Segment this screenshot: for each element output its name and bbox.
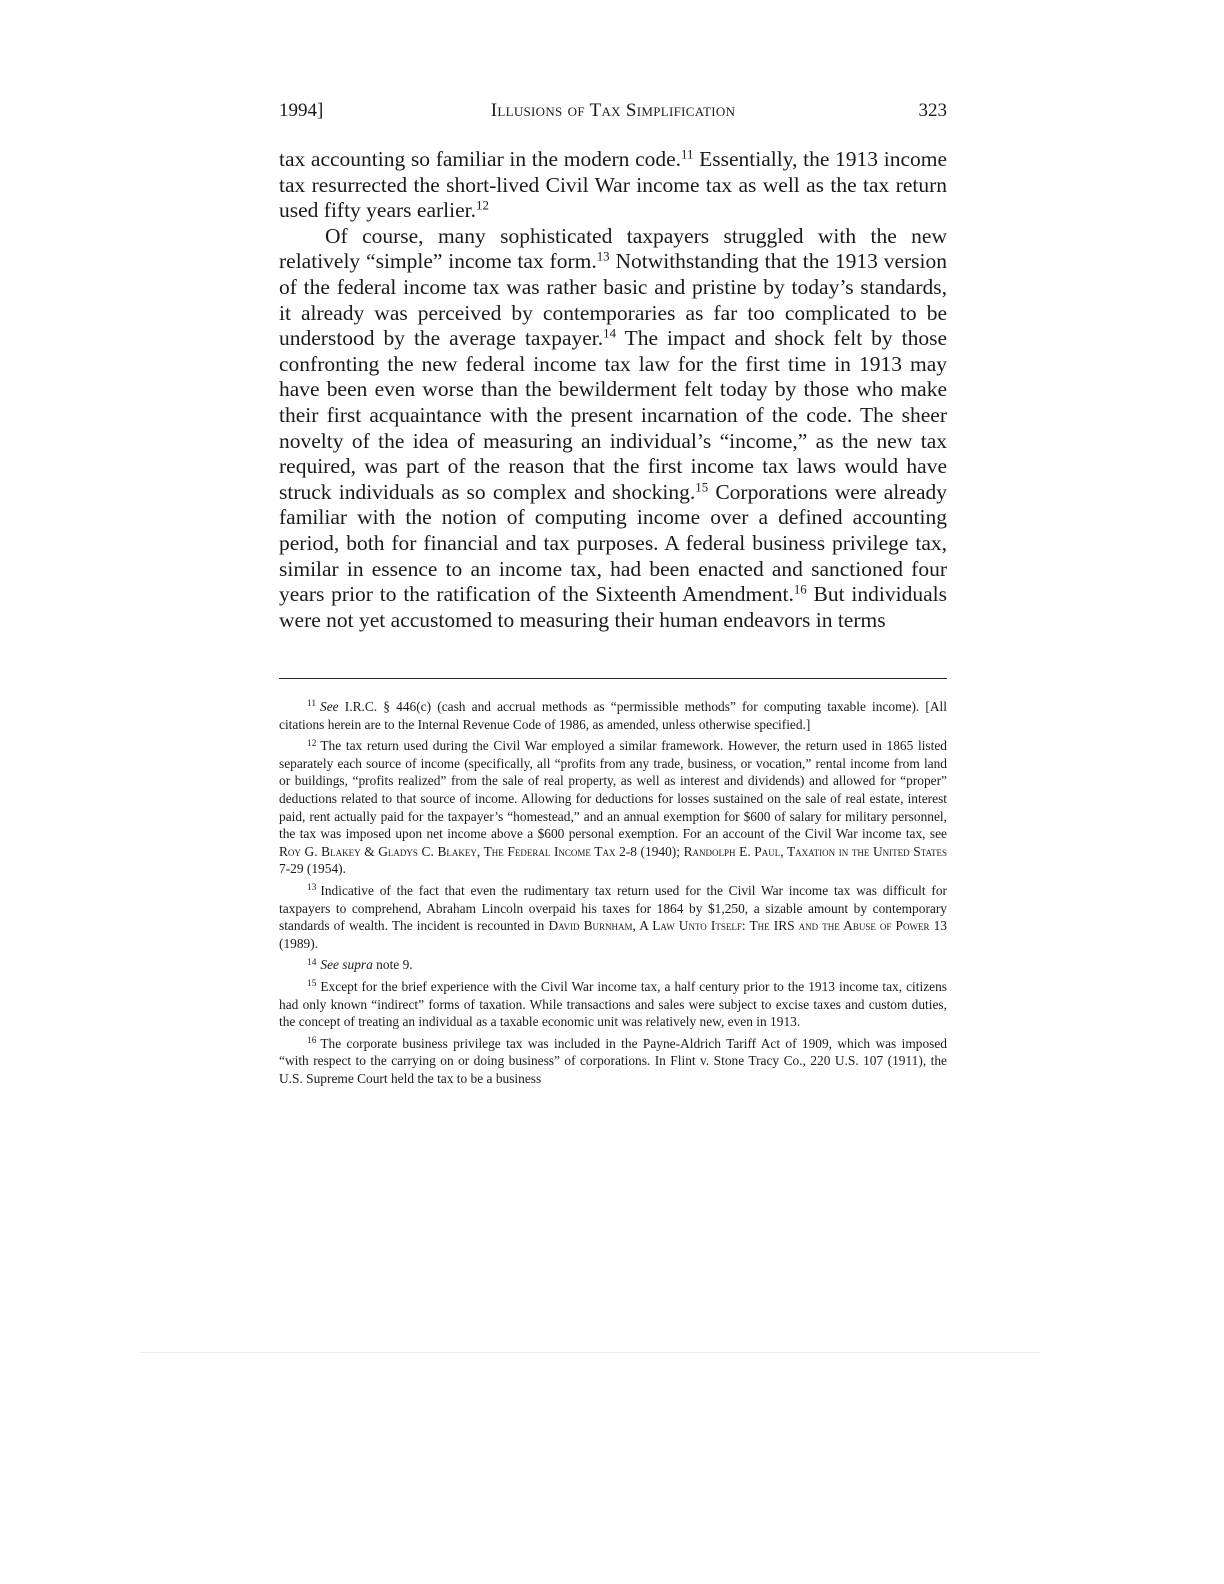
footnote-ref-15: 15 xyxy=(695,479,709,494)
footnote-number: 12 xyxy=(307,738,317,749)
footnote-16 xyxy=(279,1035,947,1088)
footnotes xyxy=(279,698,947,1091)
footnote-divider xyxy=(279,678,947,679)
page-number: 323 xyxy=(918,100,947,121)
citation: Roy G. Blakey & Gladys C. Blakey, The Federal Income Tax xyxy=(279,843,616,859)
footnote-ref-14: 14 xyxy=(603,326,617,341)
main-text xyxy=(279,147,947,633)
running-header xyxy=(279,100,947,130)
footnote-11 xyxy=(279,698,947,733)
footnote-number: 11 xyxy=(307,699,317,710)
footnote-14 xyxy=(279,956,947,974)
text-run: Notwithstanding that the 1913 version of the federal income tax was rather basic and pristine by today’s standards, it already was perceived by contemporaries as far too complicated to be understood by the average taxpayer. xyxy=(279,249,947,351)
text-run: Corporations were already familiar with the notion of computing income over a defined accounting period, both for financial and tax purposes. A federal business privilege tax, similar in essence to an income tax, had been enacted and sanctioned four years prior to the ratification of the Sixteenth Amendment. xyxy=(279,479,947,607)
footnote-text: note 9. xyxy=(372,957,413,973)
footnote-15 xyxy=(279,978,947,1031)
signal: See supra xyxy=(320,957,373,973)
footnote-number: 14 xyxy=(307,957,317,968)
scan-artifact-line xyxy=(140,1352,1040,1353)
footnote-13 xyxy=(279,882,947,952)
footnote-text: The tax return used during the Civil War employed a similar framework. However, the return used in 1865 listed separately each source of income (specifically, all “profits from any trade, business, or vocation,” rental income from land or buildings, “profits realized” from the sale of real property, as well as interest and dividends) and allowed for “proper” deductions related to that source of income. Allowing for deductions for losses sustained on the sale of real estate, interest paid, rent actually paid for the taxpayer’s “homestead,” and an annual exemption for $600 of salary for military personnel, the tax was imposed upon net income above a $600 personal exemption. For an account of the Civil War income tax, see xyxy=(279,738,947,842)
running-title: Illusions of Tax Simplification xyxy=(490,100,736,121)
footnote-text: Indicative of the fact that even the rudimentary tax return used for the Civil War income tax was difficult for taxpayers to comprehend, Abraham Lincoln overpaid his taxes for 1864 by $1,250, a sizable amount by contemporary standards of wealth. The incident is recounted in xyxy=(279,882,947,934)
footnote-text: The corporate business privilege tax was included in the Payne-Aldrich Tariff Act of 1909, which was imposed “with respect to the carrying on or doing business” of corporations. In Flint v. Stone Tracy Co., 220 U.S. 107 (1911), the U.S. Supreme Court held the tax to be a business xyxy=(279,1035,947,1086)
footnote-text: 13 (1989). xyxy=(279,918,947,951)
footnote-number: 13 xyxy=(307,883,317,894)
footnote-ref-11: 11 xyxy=(681,147,694,162)
text-run: tax accounting so familiar in the modern code. xyxy=(279,147,682,171)
text-run: Essentially, the 1913 income tax resurrected the short-lived Civil War income tax as well as the tax return used fifty years earlier. xyxy=(279,147,948,223)
footnote-text: 2-8 (1940); xyxy=(615,843,684,859)
footnote-ref-12: 12 xyxy=(476,198,489,213)
signal: See xyxy=(320,699,339,714)
citation: David Burnham, A Law Unto Itself: The IRS and the Abuse of Power xyxy=(548,918,930,934)
footnote-ref-16: 16 xyxy=(793,582,807,597)
footnote-text: Except for the brief experience with the Civil War income tax, a half century prior to the 1913 income tax, citizens had only known “indirect” forms of taxation. While transactions and sales were subject to excise taxes and custom duties, the concept of treating an individual as a taxable economic unit was relatively new, even in 1913. xyxy=(279,978,947,1030)
text-run: Of course, many sophisticated taxpayers struggled with the new relatively “simple” income tax form. xyxy=(279,223,947,274)
volume-year: 1994] xyxy=(279,100,324,121)
citation: Randolph E. Paul, Taxation in the United States xyxy=(683,843,947,859)
paragraph-2 xyxy=(279,224,947,634)
paragraph-1 xyxy=(279,147,947,224)
footnote-number: 15 xyxy=(307,979,317,990)
footnote-ref-13: 13 xyxy=(596,249,610,264)
footnote-text: 7-29 (1954). xyxy=(279,861,346,877)
text-run: But individuals were not yet accustomed to measuring their human endeavors in terms xyxy=(279,582,947,632)
footnote-number: 16 xyxy=(307,1036,317,1046)
footnote-12 xyxy=(279,737,947,878)
footnote-text: I.R.C. § 446(c) (cash and accrual methods as “permissible methods” for computing taxable income). [All citations herein are to the Internal Revenue Code of 1986, as amended, unless otherwise specified.] xyxy=(279,699,947,732)
text-run: The impact and shock felt by those confronting the new federal income tax law for the first time in 1913 may have been even worse than the bewilderment felt today by those who make their first acquaintance with the present incarnation of the code. The sheer novelty of the idea of measuring an individual’s “income,” as the new tax required, was part of the reason that the first income tax laws would have struck individuals as so complex and shocking. xyxy=(279,326,947,504)
